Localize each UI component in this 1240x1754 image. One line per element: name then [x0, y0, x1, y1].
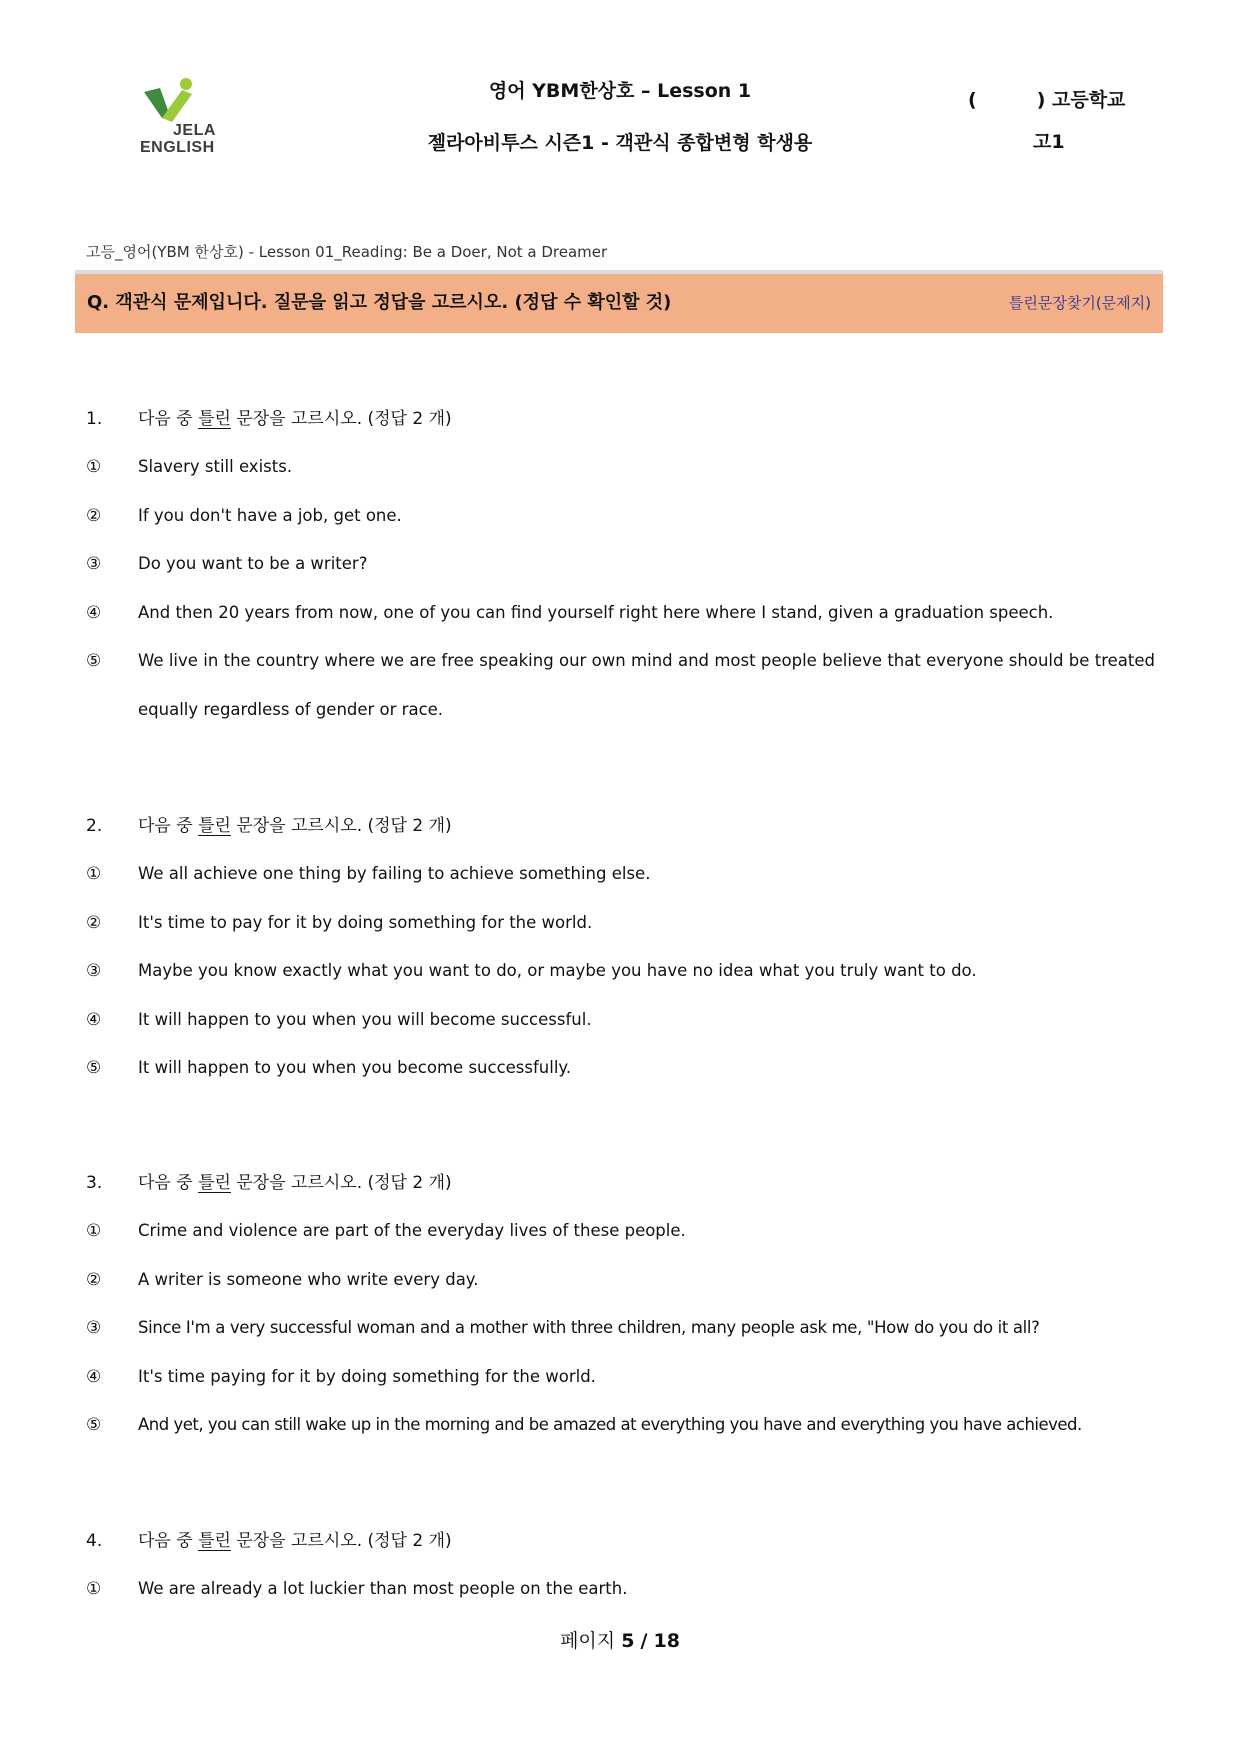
breadcrumb: 고등_영어(YBM 한상호) - Lesson 01_Reading: Be a Doer, Not a Dreamer	[86, 243, 608, 261]
option-text: Crime and violence are part of the everyday lives of these people.	[138, 1221, 686, 1240]
option-text: Do you want to be a writer?	[138, 554, 368, 573]
option-mark: ④	[86, 1366, 102, 1387]
option-text: And yet, you can still wake up in the morning and be amazed at everything you have and everything you have achieved.	[138, 1415, 1082, 1434]
question-number: 3.	[86, 1173, 103, 1193]
logo-text-english: ENGLISH	[140, 139, 215, 156]
option-5[interactable]	[0, 647, 1240, 744]
question-4	[0, 1527, 1240, 1624]
option-text: It's time to pay for it by doing something for the world.	[138, 912, 593, 932]
question-prompt: 다음 중 틀린 문장을 고르시오. (정답 2 개)	[138, 1531, 452, 1551]
underlined-keyword: 틀린	[198, 816, 231, 836]
logo-text-jela: JELA	[173, 122, 216, 139]
option-mark: ⑤	[86, 651, 102, 671]
title-line-2: 젤라아비투스 시즌1 - 객관식 종합변형 학생용	[427, 132, 813, 154]
document-title	[360, 76, 880, 158]
option-text: A writer is someone who write every day.	[138, 1269, 479, 1289]
option-mark: ④	[86, 1009, 102, 1030]
page-label: 페이지	[560, 1630, 616, 1652]
question-number: 4.	[86, 1531, 103, 1551]
title-line-1: 영어 YBM한상호 – Lesson 1	[488, 80, 752, 102]
banner-instruction: Q. 객관식 문제입니다. 질문을 읽고 정답을 고르시오. (정답 수 확인할 것)	[87, 292, 672, 313]
question-prompt: 다음 중 틀린 문장을 고르시오. (정답 2 개)	[138, 816, 452, 836]
option-text: We are already a lot luckier than most people on the earth.	[138, 1579, 628, 1598]
banner-tag: 틀린문장찾기(문제지)	[1008, 294, 1151, 312]
option-text: It will happen to you when you will become successful.	[138, 1009, 592, 1029]
option-text: Since I'm a very successful woman and a mother with three children, many people ask me, "How do you do it all?	[138, 1318, 1040, 1337]
page-current: 5	[621, 1630, 635, 1652]
option-mark: ③	[86, 1318, 102, 1338]
page-indicator	[0, 1626, 1240, 1653]
page-total: 18	[653, 1630, 680, 1652]
option-mark: ①	[86, 1221, 102, 1241]
school-paren-open: (	[968, 89, 977, 111]
option-mark: ②	[86, 505, 102, 526]
grade-label: 고1	[1033, 131, 1065, 153]
question-3	[0, 1169, 1240, 1460]
option-text: Slavery still exists.	[138, 457, 293, 476]
option-mark: ⑤	[86, 1058, 102, 1078]
option-text: It will happen to you when you become successfully.	[138, 1058, 572, 1077]
question-prompt: 다음 중 틀린 문장을 고르시오. (정답 2 개)	[138, 1173, 452, 1193]
logo-mark-icon	[142, 78, 212, 124]
option-text: We all achieve one thing by failing to achieve something else.	[138, 864, 651, 883]
question-prompt: 다음 중 틀린 문장을 고르시오. (정답 2 개)	[138, 409, 452, 429]
option-5[interactable]	[0, 1411, 1240, 1460]
option-mark: ②	[86, 1269, 102, 1290]
question-number: 2.	[86, 816, 103, 836]
underlined-keyword: 틀린	[198, 1173, 231, 1193]
option-mark: ⑤	[86, 1415, 102, 1435]
school-info	[968, 85, 1125, 157]
option-mark: ①	[86, 1579, 102, 1599]
option-mark: ④	[86, 602, 102, 623]
option-mark: ②	[86, 912, 102, 933]
page-separator: /	[640, 1630, 648, 1652]
option-1[interactable]	[0, 1575, 1240, 1624]
option-text: Maybe you know exactly what you want to do, or maybe you have no idea what you truly want to do.	[138, 961, 977, 980]
underlined-keyword: 틀린	[198, 409, 231, 429]
option-5[interactable]	[0, 1054, 1240, 1103]
question-2	[0, 812, 1240, 1103]
question-number: 1.	[86, 409, 103, 429]
option-text: If you don't have a job, get one.	[138, 505, 402, 525]
option-mark: ③	[86, 961, 102, 981]
jela-english-logo	[140, 78, 240, 154]
option-mark: ③	[86, 554, 102, 574]
question-1	[0, 405, 1240, 744]
underlined-keyword: 틀린	[198, 1531, 231, 1551]
option-text: It's time paying for it by doing something for the world.	[138, 1366, 596, 1386]
instruction-banner	[75, 270, 1163, 333]
option-mark: ①	[86, 864, 102, 884]
option-text: And then 20 years from now, one of you can find yourself right here where I stand, given a graduation speech.	[138, 602, 1054, 622]
option-mark: ①	[86, 457, 102, 477]
school-label: ) 고등학교	[1036, 89, 1126, 111]
option-text: We live in the country where we are free speaking our own mind and most people believe that everyone should be treated equally regardless of gender or race.	[138, 651, 1155, 719]
